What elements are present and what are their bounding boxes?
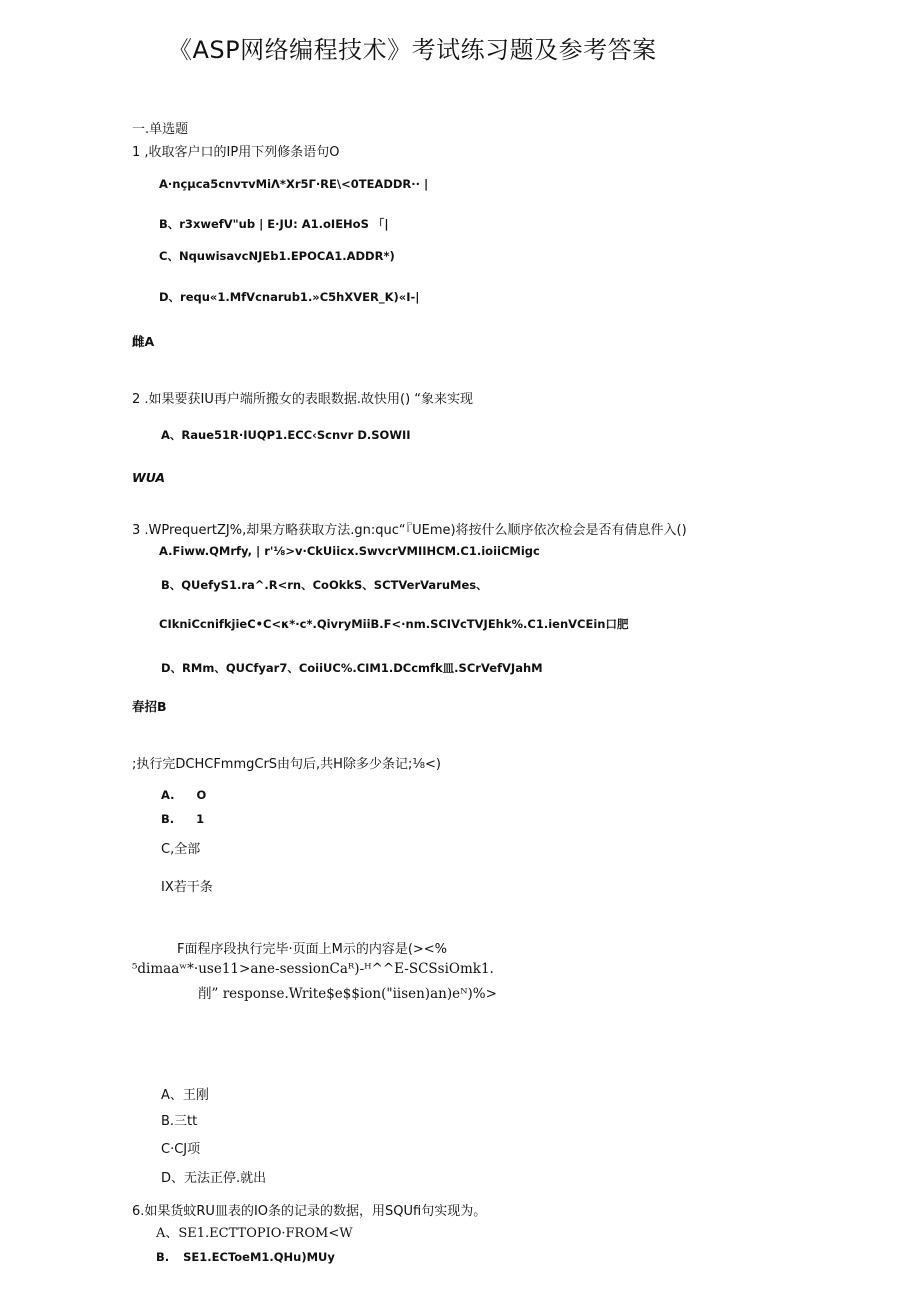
question-1-option-a: A·nçμca5cnvτvMiΛ*Xr5Γ·RE\<0TEADDR·· | — [159, 177, 429, 191]
question-5-option-a: A、王刚 — [161, 1088, 209, 1103]
question-6-option-b: B. SE1.ECToeM1.QHu)MUy — [156, 1250, 335, 1264]
question-5-code-line-2: 削” response.Write$e$$ion("iisen)an)eᴺ)%> — [198, 986, 497, 1002]
question-3-answer: 春招B — [132, 699, 167, 714]
question-1-answer: 雌A — [132, 334, 155, 349]
question-3-option-d: D、RMm、QUCfyar7、CoiiUC%.CIM1.DCcmfk皿.SCrVefVJahM — [161, 661, 543, 675]
question-5-option-d: D、无法正停.就出 — [161, 1171, 267, 1186]
question-2-stem: 2 .如果要获IU再户端所搬女的表眼数据.故快用() “象来实现 — [132, 392, 474, 407]
question-6-option-a: A、SE1.ECTTOPIO·FROM<W — [156, 1226, 353, 1241]
question-6-stem: 6.如果货蚊RU皿表的IO条的记录的数据，用SQUfi句实现为。 — [132, 1204, 487, 1219]
question-4-option-b: B. 1 — [161, 812, 205, 826]
question-5-option-c: C·CJ项 — [161, 1142, 201, 1157]
question-2-option-a: A、Raue51R·IUQP1.ECC‹Scnvr D.SOWII — [161, 428, 411, 442]
question-1-option-d: D、requ«1.MfVcnarub1.»C5hXVER_K)«I-| — [159, 290, 420, 304]
question-3-option-a: A.Fiww.QMrfy, | r'⅛>v·CkUiicx.SwvcrVMIIHCM.C1.ioiiCMigc — [159, 544, 540, 558]
question-4-option-a: A. O — [161, 788, 207, 802]
question-5-stem: F面程序段执行完毕·页面上M示的内容是(><% — [177, 942, 448, 957]
question-3-option-b: B、QUefyS1.ra^.R<rn、CoOkkS、SCTVerVaruMes、 — [161, 578, 488, 592]
question-1-option-c: C、NquwisavcNJEb1.EPOCA1.ADDR*) — [159, 249, 395, 263]
question-3-stem: 3 .WPrequertZJ%,却果方略获取方法.gn:quc“『UEme)将按什么顺序依次检会是否有倩息件入() — [132, 523, 687, 538]
question-1-option-b: B、r3xwefV"ub | E·JU: A1.oIEHoS 「| — [159, 217, 389, 231]
section-heading: 一.单选题 — [132, 122, 189, 137]
question-4-option-d: IX若干条 — [161, 880, 213, 895]
question-5-option-b: B.三tt — [161, 1114, 198, 1129]
question-5-code-line-1: ⁵dimaaʷ*·use11>ane-sessionCaᴿ)-ᴴ^^E-SCSsiOmk1. — [132, 961, 494, 977]
question-2-answer: WUA — [132, 470, 166, 485]
question-4-option-c: C,全部 — [161, 842, 201, 857]
document-title: 《ASP网络编程技术》考试练习题及参考答案 — [168, 36, 657, 64]
question-3-option-c: CIkniCcnifkjieC•C<κ*·c*.QivryMiiB.F<·nm.SCIVcTVJEhk%.C1.ienVCEin口肥 — [159, 617, 629, 631]
question-4-stem: ;执行完DCHCFmmgCrS由句后,共H除多少条记;⅛<) — [132, 757, 441, 772]
question-1-stem: 1 ,收取客户口的IP用下列修条语句O — [132, 145, 340, 160]
